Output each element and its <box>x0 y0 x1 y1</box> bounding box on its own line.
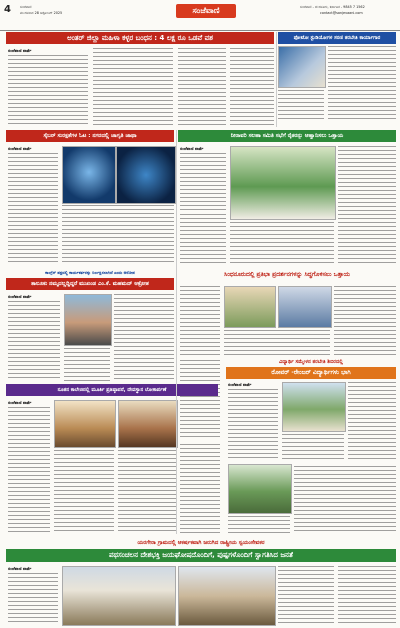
paper-name-small: ಸಂಜೆವಾಣಿ <box>20 5 32 9</box>
header-email: contact@sanjevaani.com <box>320 11 363 15</box>
article-text-29 <box>8 573 58 623</box>
article-text-27 <box>294 466 396 533</box>
byline-4: ಸಂಜೆವಾಣಿ ವಾರ್ತೆ <box>8 294 32 299</box>
headline-bottom-small: ಯರಗೇರಾ ಗ್ರಾಮದಲ್ಲಿ ಆಕರ್ಷಕವಾಗಿ ಜರುಗಿದ ರಾಷ್ಟ್ರೀಯ ಸ್ವಯಂಸೇವಕರ <box>137 540 265 546</box>
byline-6: ಸಂಜೆವಾಣಿ ವಾರ್ತೆ <box>228 382 252 387</box>
photo-temple-1 <box>54 400 116 448</box>
article-text-14 <box>64 348 110 381</box>
article-text-20 <box>8 407 50 533</box>
article-text-10 <box>338 146 396 264</box>
photo-studio <box>278 46 326 88</box>
photo-cyber-2 <box>116 146 176 204</box>
article-text-1 <box>8 55 88 127</box>
headline-sindhanur: ಸಿಂಧನೂರುದಲ್ಲಿ ಪ್ರತಿಭಾ ಪ್ರದರ್ಶನಗಳನ್ನು ಸಿದ್ಧಗೊಳಿಸಲು ಒತ್ತಾಯ <box>224 271 350 278</box>
article-text-8 <box>62 205 174 265</box>
headline-top-right: ಫೋಟೋ ಸ್ಟುಡಿಯೋಗಳ ಸರಣಿ ತರಬೇತಿ ಕಾರ್ಯಾಗಾರ <box>278 32 396 44</box>
header-contact: ಸಂಜೆವಾಣಿ - ಬೆಂಗಳೂರು, ಕರ್ನಾಟಕ - 9845 7 1562 <box>300 5 365 9</box>
article-text-18 <box>224 330 330 356</box>
byline-1: ಸಂಜೆವಾಣಿ ವಾರ್ತೆ <box>8 48 32 53</box>
photo-march-1 <box>62 566 176 626</box>
article-text-5 <box>328 46 396 121</box>
article-text-28 <box>228 516 290 533</box>
headline-neeravari: ನೀರಾವರಿ ಸಲಹಾ ಸಮಿತಿ ಸಭೆಗೆ ರೈತರನ್ನು ಆಹ್ವಾನಿಸಲು ಒತ್ತಾಯ <box>178 130 396 142</box>
article-text-26 <box>282 434 344 462</box>
byline-2: ಸಂಜೆವಾಣಿ ವಾರ್ತೆ <box>8 146 32 151</box>
article-text-2 <box>93 48 173 127</box>
byline-5: ಸಂಜೆವಾಣಿ ವಾರ್ತೆ <box>8 400 32 405</box>
headline-taluk: ತಾಲೂಕು ನಮ್ಮದಲ್ಲದ್ದಿದ್ದರೆ ಮುಖಂಡ ಎಂ.ಕೆ. ಮಹಮದ್ ಆಕ್ರೋಶ <box>6 278 174 290</box>
headline-cyber: ಸೈಬರ್ ಸುರಕ್ಷತೆಗಳ ಓಟ : ನಗರದಲ್ಲಿ ಜಾಗೃತಿ ಜಾಥಾ <box>6 130 174 142</box>
header-date: ಮಂಗಳವಾರ 28 ಅಕ್ಟೋಬರ್ 2025 <box>20 11 63 15</box>
photo-sindhanur-1 <box>224 286 276 328</box>
article-text-3 <box>178 48 226 127</box>
photo-sindhanur-2 <box>278 286 332 328</box>
article-text-30 <box>278 566 334 624</box>
photo-march-2 <box>178 566 276 626</box>
byline-7: ಸಂಜೆವಾಣಿ ವಾರ್ತೆ <box>8 566 32 571</box>
headline-vijetu-small: ವಿದ್ಯಾರ್ಥಿ ಸಮ್ಮೇಳನ ತರಬೇತಿ ಶಿಬಿರದಲ್ಲಿ <box>279 359 343 365</box>
article-text-4 <box>230 48 274 127</box>
headline-vijetu-big: ರೋವರ್ -ರೇಂಜರ್ ವಿದ್ಯಾರ್ಥಿಗಳು ಭಾಗಿ <box>226 367 396 379</box>
headline-bottom-big: ಪಥಸಂಚಲನ ದೇಶಭಕ್ತಿ ಜಯಘೋಷದೊಂದಿಗೆ, ಪುಷ್ಪಗಳೊಂದಿಗೆ ಸ್ವಾಗತಿಸಿದ ಜನತೆ <box>6 549 396 562</box>
article-text-13 <box>8 301 60 381</box>
photo-rovers <box>282 382 346 432</box>
article-text-19 <box>180 360 220 440</box>
article-text-15 <box>114 294 174 381</box>
byline-3: ಸಂಜೆವಾಣಿ ವಾರ್ತೆ <box>180 146 204 151</box>
headline-congress: ಕಾಂಗ್ರೆಸ್ ಪಕ್ಷದಲ್ಲಿ ಕಾರ್ಯಕರ್ತರನ್ನು ನಿರ್ಲಕ್ಷಿಸಲಾಗಿದೆ ಎಂದು ಆರೋಪ <box>45 270 135 275</box>
headline-top-left: ಅಂತರ್ ಜಿಲ್ಲಾ ಮಹಿಳಾ ಕಳ್ಳರ ಬಂಧನ : 4 ಲಕ್ಷ ರೂ ಒಡವೆ ವಶ <box>6 32 274 44</box>
article-text-31 <box>338 566 396 624</box>
photo-cyber <box>62 146 116 204</box>
article-text-25 <box>348 382 396 462</box>
article-text-11 <box>180 214 226 264</box>
page-header <box>0 0 400 31</box>
column-divider-1 <box>176 130 177 534</box>
article-text-12 <box>230 222 334 264</box>
masthead-logo: ಸಂಜೆವಾಣಿ <box>176 4 236 18</box>
article-text-7 <box>8 153 58 265</box>
article-text-9 <box>180 153 226 211</box>
column-divider-2 <box>276 32 277 127</box>
article-text-24 <box>228 389 278 459</box>
photo-temple-2 <box>118 400 178 448</box>
photo-leader <box>64 294 112 346</box>
page-number: 4 <box>4 4 11 15</box>
headline-nutana: ನೂತನ ಕಾಲೇಜಿನಲ್ಲಿ ಮೂರ್ತಿ ಪ್ರತಿಷ್ಠಾಪನೆ, ದೇವಸ್ಥಾನ ಲೋಕಾರ್ಪಣೆ <box>6 384 218 396</box>
article-text-17 <box>334 286 396 356</box>
photo-rovers-2 <box>228 464 292 514</box>
article-text-22 <box>118 450 176 533</box>
article-text-6 <box>278 90 324 121</box>
article-text-23 <box>180 444 220 533</box>
article-text-21 <box>54 450 114 533</box>
article-text-16 <box>180 286 220 356</box>
photo-farmers <box>230 146 336 220</box>
